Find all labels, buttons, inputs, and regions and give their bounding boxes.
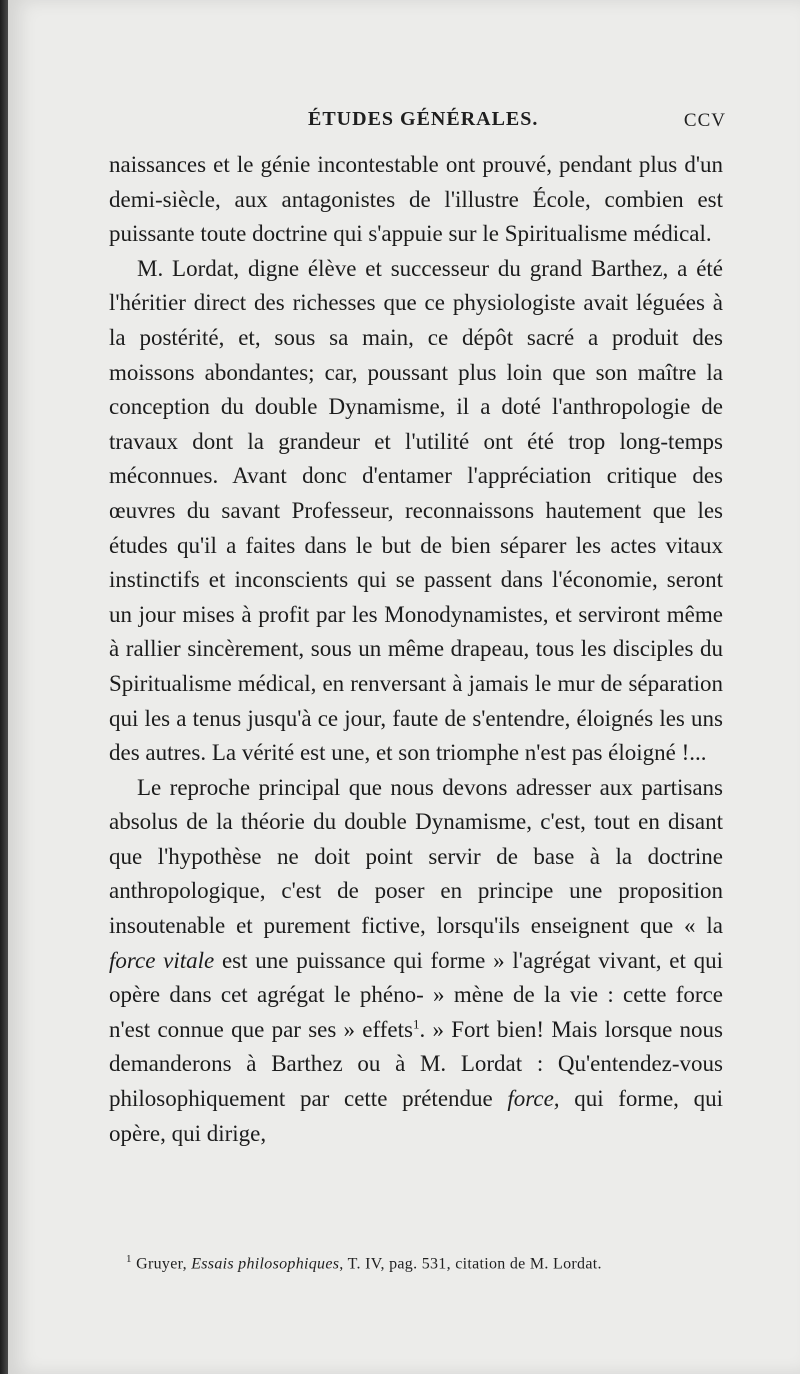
footnote-mark: 1: [126, 1253, 132, 1265]
footnote-citation: , T. IV, pag. 531, citation de M. Lordat.: [339, 1255, 602, 1273]
paragraph-3-text-b: est une puissance qui forme » l'agrégat vivant, et qui opère dans cet agrégat le phéno- » mène de la vie : cette force n'est connue que par ses » effets: [109, 947, 723, 1042]
book-page: [8, 0, 800, 1374]
paragraph-3-text-d: qui forme, qui opère, qui dirige,: [109, 1086, 723, 1146]
footnote-reference: 1: [412, 1016, 420, 1032]
paragraph-2: M. Lordat, digne élève et successeur du grand Barthez, a été l'héritier direct des richesses que ce physiologiste avait léguées à la postérité, et, sous sa main, ce dépôt sacré a produit des moissons abondantes; car, poussant plus loin que son maître la conception du double Dynamisme, il a doté l'anthropologie de travaux dont la grandeur et l'utilité ont été trop long-temps méconnues. Avant donc d'entamer l'appréciation critique des œuvres du savant Professeur, reconnaissons hautement que les études qu'il a faites dans le but de bien séparer les actes vitaux instinctifs et inconscients qui se passent dans l'économie, seront un jour mises à profit par les Monodynamistes, et serviront même à rallier sincèrement, sous un même drapeau, tous les disciples du Spiritualisme médical, en renversant à jamais le mur de séparation qui les a tenus jusqu'à ce jour, faute de s'entendre, éloignés les uns des autres. La vérité est une, et son triomphe n'est pas éloigné !...: [109, 255, 723, 766]
footnote-work-title: Essais philosophiques: [191, 1255, 340, 1273]
paragraph-3-text-a: Le reproche principal que nous devons adresser aux partisans absolus de la théorie du double Dynamisme, c'est, tout en disant que l'hypothèse ne doit point servir de base à la doctrine anthropologique, c'est de poser en principe une proposition insoutenable et purement fictive, lorsqu'ils enseignent que « la: [109, 774, 723, 939]
paragraph-3: [109, 771, 723, 1152]
footnote-author: Gruyer,: [131, 1255, 192, 1273]
running-title: ÉTUDES GÉNÉRALES.: [308, 108, 539, 130]
body-text: [109, 148, 723, 1151]
page-number: CCV: [683, 110, 726, 131]
page-edge-shadow: [0, 0, 8, 1374]
emphasis-force: force,: [507, 1086, 560, 1112]
page-header: [103, 108, 728, 138]
paragraph-1: naissances et le génie incontestable ont prouvé, pendant plus d'un demi-siècle, aux antagonistes de l'illustre École, combien est puissante toute doctrine qui s'appuie sur le Spiritualisme médical.: [109, 152, 723, 247]
emphasis-force-vitale: force vitale: [109, 947, 215, 973]
paragraph-3-text-c: . » Fort bien! Mais lorsque nous demanderons à Barthez ou à M. Lordat : Qu'entendez-vous philosophiquement par cette prétendue: [109, 1016, 723, 1112]
footnote: [126, 1253, 728, 1273]
